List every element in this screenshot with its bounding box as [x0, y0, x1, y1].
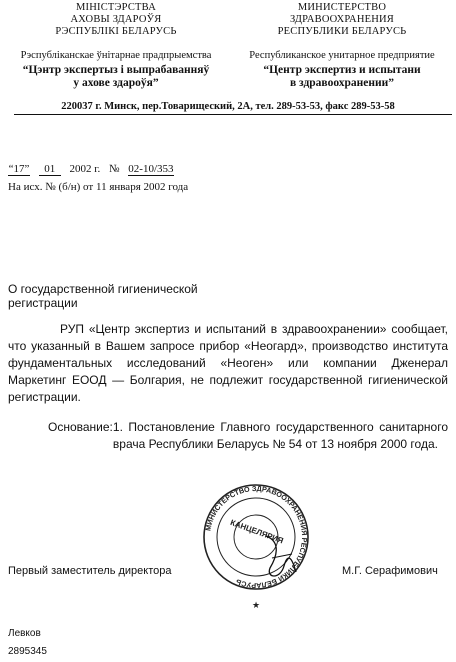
letterhead-address: 220037 г. Минск, пер.Товарищеский, 2А, тел. 289-53-53, факс 289-53-58	[61, 101, 395, 112]
registration-line	[8, 163, 180, 176]
reg-number-label: №	[109, 163, 120, 175]
ministry-name-be: МІНІСТЭРСТВА АХОВЫ ЗДАРОЎЯ РЭСПУБЛІКІ БЕЛАРУСЬ	[55, 2, 177, 37]
header-right	[228, 2, 456, 90]
header-left	[0, 2, 232, 90]
stamp-inner-text: КАНЦЕЛЯРИЯ	[229, 517, 285, 546]
enterprise-type-ru: Республиканское унитарное предприятие	[249, 50, 435, 61]
basis-text: 1. Постановление Главного государственного санитарного врача Республики Беларусь № 54 от 13 ноября 2000 года.	[112, 420, 448, 451]
executor-name: Левков	[8, 628, 41, 639]
signer-name: М.Г. Серафимович	[342, 565, 438, 577]
reg-day: “17”	[8, 163, 30, 175]
reg-year: 2002 г.	[69, 163, 101, 175]
basis-label: Основание:	[48, 420, 113, 434]
signature-mark	[262, 528, 302, 588]
enterprise-name-ru: “Центр экспертиз и испытани в здравоохранении”	[263, 64, 421, 89]
header-divider	[14, 114, 452, 115]
reply-reference: На исх. № (б/н) от 11 января 2002 года	[8, 181, 189, 193]
signer-position: Первый заместитель директора	[8, 565, 172, 577]
enterprise-type-be: Рэспубліканскае ўнітарнае прадпрыемства	[20, 50, 212, 61]
executor-phone: 2895345	[8, 646, 47, 657]
letter-basis	[48, 419, 448, 453]
ministry-name-ru: МИНИСТЕРСТВО ЗДРАВООХРАНЕНИЯ РЕСПУБЛИКИ БЕЛАРУСЬ	[277, 2, 407, 37]
stamp-outer-text: МИНИСТЕРСТВО ЗДРАВООХРАНЕНИЯ РЕСПУБЛИКИ БЕЛАРУСЬ	[203, 483, 310, 591]
reg-month: 01	[39, 163, 61, 176]
letter-subject: О государственной гигиенической регистрации	[8, 282, 198, 310]
star-icon: ★	[251, 600, 261, 610]
letter-body: РУП «Центр экспертиз и испытаний в здравоохранении» сообщает, что указанный в Вашем запросе прибор «Неогард», производство института фундаментальных исследований «Неоген» или компании Дженерал Маркетинг ЕООД — Болгария, не подлежит государственной гигиенической регистрации.	[8, 322, 448, 404]
reg-number: 02-10/353	[128, 163, 174, 175]
enterprise-name-be: “Цэнтр экспертыз і выпрабаванняў у ахове здароўя”	[22, 64, 210, 89]
